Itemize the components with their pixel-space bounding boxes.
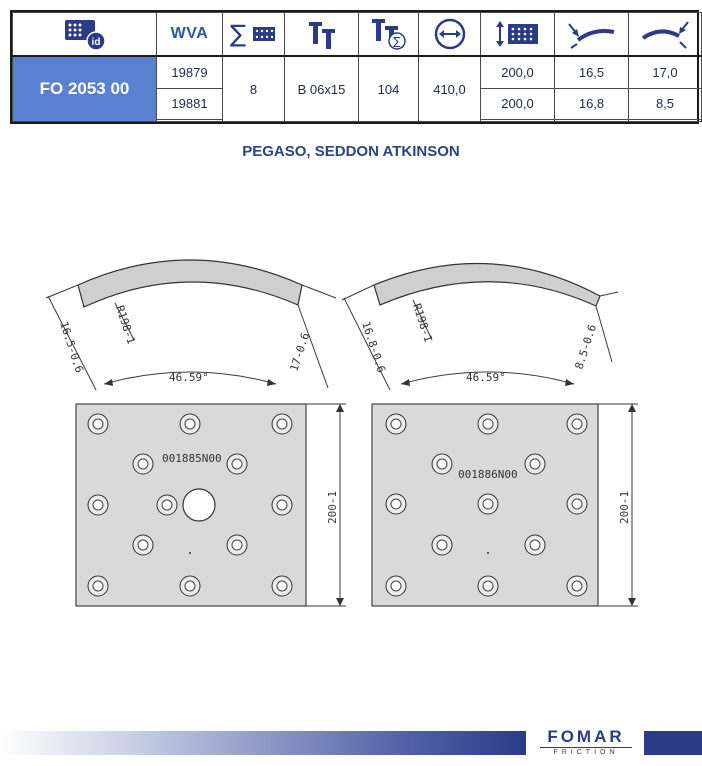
page-title: PEGASO, SEDDON ATKINSON [242, 143, 460, 160]
diameter-value: 410,0 [419, 56, 481, 122]
left-radius-label: R198-1 [113, 303, 138, 346]
width-value: 200,0 [481, 88, 555, 119]
svg-text:∑: ∑ [229, 20, 246, 48]
footer-gradient-bar [0, 731, 526, 755]
left-height-label: 200-1 [326, 490, 339, 524]
spec-table [10, 10, 699, 124]
right-lining-plate [372, 404, 638, 606]
width-value: 200,0 [481, 56, 555, 88]
empty-cell [157, 120, 223, 122]
right-thick-end-label: 8.5-0.6 [572, 322, 600, 371]
empty-cell [481, 120, 555, 122]
empty-cell [555, 120, 629, 122]
empty-cell [629, 120, 702, 122]
wva-header: WVA [157, 13, 223, 57]
left-angle-label: 46.59° [169, 371, 209, 384]
wva-value: 19881 [157, 88, 223, 119]
right-thick-start-label: 16.8-0.6 [359, 319, 388, 375]
right-height-label: 200-1 [618, 490, 631, 524]
product-code: FO 2053 00 [13, 56, 157, 122]
sum-icon [223, 13, 285, 57]
thick-end-value: 8,5 [629, 88, 702, 119]
qty-value: 8 [223, 56, 285, 122]
thickness-end-icon [629, 13, 702, 57]
logo-name: FOMAR [547, 727, 625, 746]
logo-subtitle: FRICTION [540, 747, 632, 756]
thick-start-value: 16,8 [555, 88, 629, 119]
right-angle-label: 46.59° [466, 371, 506, 384]
rivet-value: B 06x15 [285, 56, 359, 122]
rivet-total-icon [359, 13, 419, 57]
right-radius-label: R198-1 [410, 301, 435, 344]
right-shoe-section [342, 263, 618, 390]
thick-end-value: 17,0 [629, 56, 702, 88]
center-hole [183, 489, 215, 521]
left-shoe-section [46, 260, 336, 390]
width-arrows-icon [481, 13, 555, 57]
fomar-logo [534, 727, 638, 756]
svg-text:id: id [91, 37, 100, 48]
total-rivets-value: 104 [359, 56, 419, 122]
thick-start-value: 16,5 [555, 56, 629, 88]
left-part-code: 001885N00 [162, 452, 222, 465]
rivet-icon [285, 13, 359, 57]
svg-text:∑: ∑ [392, 35, 401, 48]
diameter-arrows-icon [419, 13, 481, 57]
left-thick-start-label: 16.5-0.6 [57, 319, 86, 375]
footer-block [644, 731, 702, 755]
id-card-icon [13, 13, 157, 57]
right-part-code: 001886N00 [458, 468, 518, 481]
left-lining-plate [76, 404, 346, 606]
technical-drawings [0, 250, 702, 610]
thickness-start-icon [555, 13, 629, 57]
wva-value: 19879 [157, 56, 223, 88]
left-thick-end-label: 17-0.6 [287, 331, 313, 373]
